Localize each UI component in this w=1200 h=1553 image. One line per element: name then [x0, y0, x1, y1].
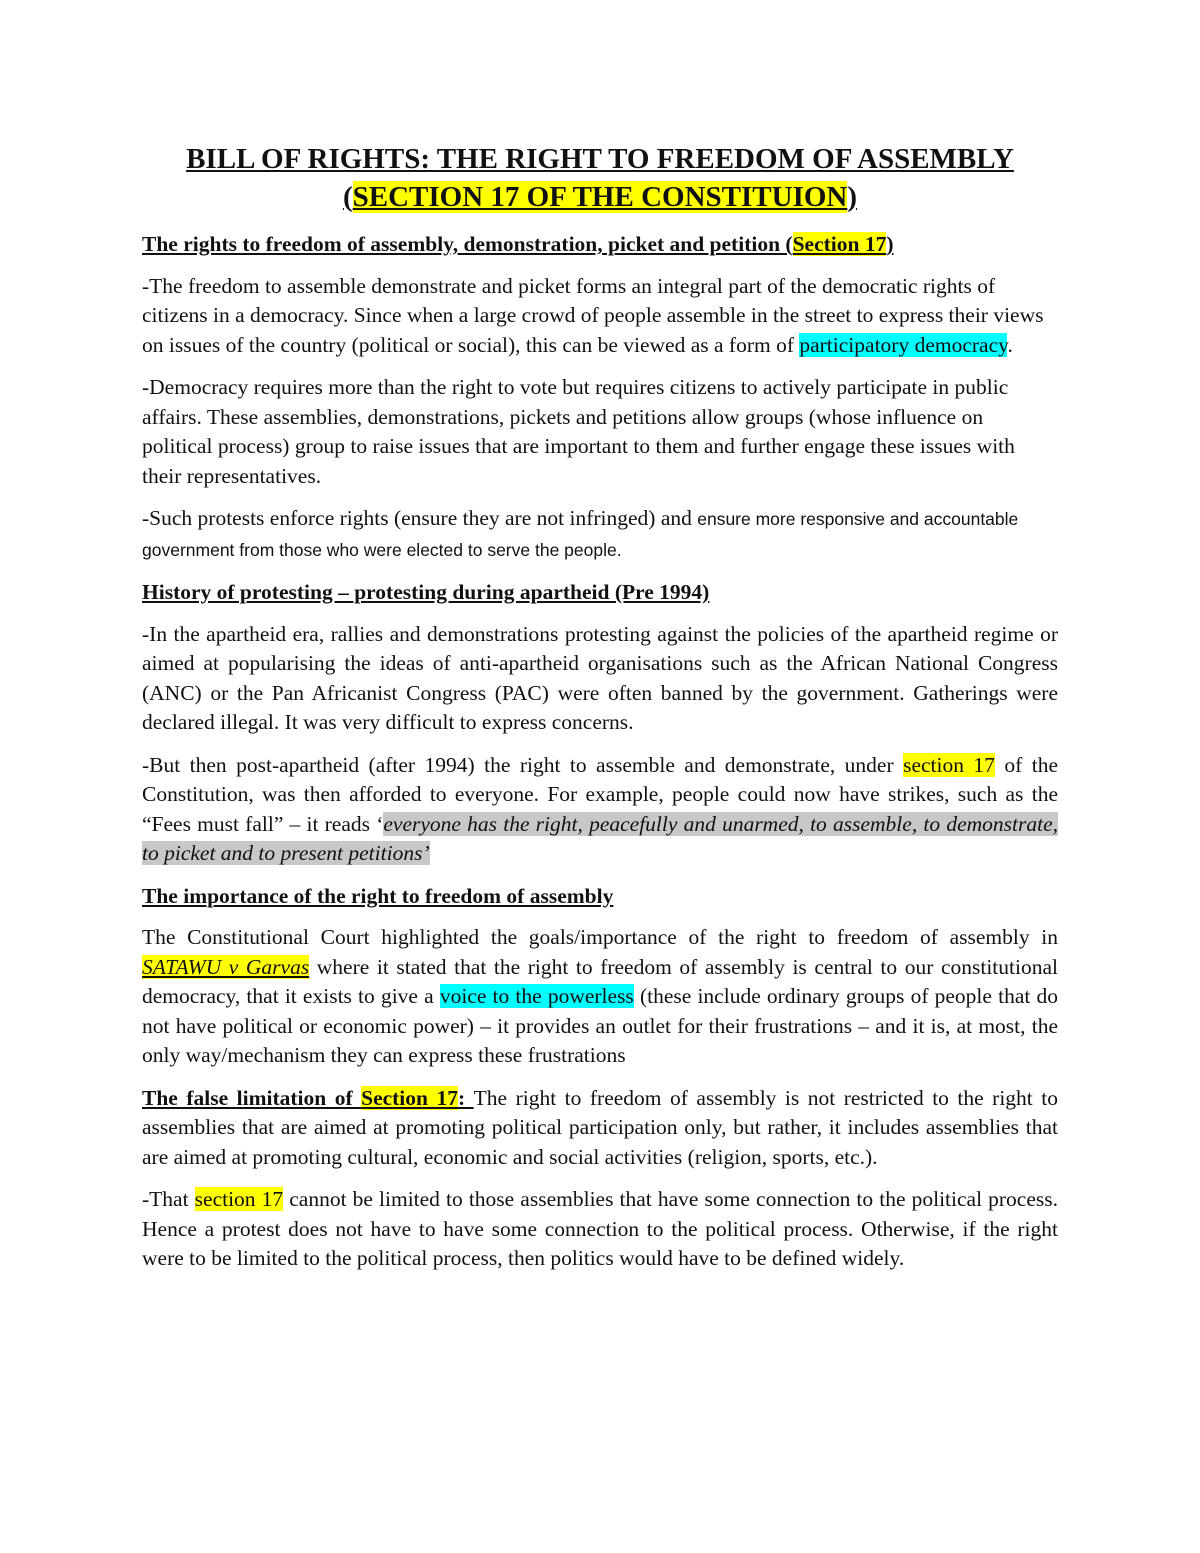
- paragraph-text: -But then post-apartheid (after 1994) the right to assemble and demonstrate, under: [142, 752, 904, 777]
- section-heading-rights: [142, 230, 1058, 260]
- section-heading-history: History of protesting – protesting during apartheid (Pre 1994): [142, 580, 710, 604]
- paragraph-text-2: where it stated that the right to freedom of assembly is central to our constitutional democracy, that it exists to give a: [142, 954, 1058, 1008]
- paragraph-text-2: of the Constitution, was then afforded to everyone. For example, people could now have strikes, such as the “Fees must fall” – it reads ‘: [142, 752, 1058, 836]
- inline-heading-colon: :: [458, 1085, 474, 1110]
- heading-close: ): [886, 232, 894, 256]
- section-heading-importance: The importance of the right to freedom of assembly: [142, 883, 614, 908]
- document-subtitle: [142, 178, 1058, 216]
- paragraph-post-apartheid: [142, 751, 1058, 869]
- subtitle-close-paren: ): [847, 181, 858, 213]
- document-page: [142, 140, 1058, 1287]
- paragraph-limited: [142, 1185, 1058, 1274]
- paragraph-apartheid: -In the apartheid era, rallies and demonstrations protesting against the policies of the apartheid regime or aimed at popularising the ideas of anti-apartheid organisations such as the African National Congress (ANC) or the Pan Africanist Congress (PAC) were often banned by the government. Gatherings were declared illegal. It was very difficult to express concerns.: [142, 621, 1058, 734]
- inline-heading-highlight: Section 17: [361, 1085, 458, 1110]
- paragraph-text-2: cannot be limited to those assemblies that have some connection to the political process. Hence a protest does not have to have some connection to the political process. Otherwise, if the right were to be limited to the political process, then politics would have to be defined widely.: [142, 1187, 1058, 1270]
- paragraph-text: -Such protests enforce rights (ensure they are not infringed) and: [142, 506, 698, 530]
- quote-section-17: everyone has the right, peacefully and unarmed, to assemble, to demonstrate, to picket and to present petitions’: [142, 811, 1058, 865]
- heading-text: The rights to freedom of assembly, demonstration, picket and petition (: [142, 232, 793, 256]
- paragraph-protests: [142, 504, 1058, 565]
- paragraph-text: -The freedom to assemble demonstrate and picket forms an integral part of the democratic rights of citizens in a democracy. Since when a large crowd of people assemble in the street to express their views on issues of the country (political or social), this can be viewed as a form of: [142, 273, 1044, 357]
- paragraph-text: The right to freedom of assembly is not restricted to the right to assemblies that are aimed at promoting political participation only, but rather, it includes assemblies that are aimed at promoting cultural, economic and social activities (religion, sports, etc.).: [142, 1085, 1059, 1169]
- document-title: BILL OF RIGHTS: THE RIGHT TO FREEDOM OF ASSEMBLY: [186, 143, 1014, 175]
- paragraph-freedom: [142, 272, 1058, 361]
- highlight-participatory-democracy: participatory democracy: [799, 332, 1008, 357]
- paragraph-end: .: [1007, 332, 1013, 357]
- paragraph-text-3: (these include ordinary groups of people that do not have political or economic power) – it provides an outlet for their frustrations – and it is, at most, the only way/mechanism they can express these frustrations: [142, 984, 1058, 1067]
- inline-heading-text: The false limitation of: [142, 1085, 362, 1110]
- paragraph-democracy: -Democracy requires more than the right to vote but requires citizens to actively participate in public affairs. These assemblies, demonstrations, pickets and petitions allow groups (whose influence on political process) group to raise issues that are important to them and further engage these issues with their representatives.: [142, 375, 1015, 488]
- inline-heading-false-limitation: [142, 1086, 474, 1110]
- heading-highlight: Section 17: [792, 232, 887, 256]
- paragraph-text: The Constitutional Court highlighted the goals/importance of the right to freedom of assembly in: [142, 925, 1058, 949]
- subtitle-highlight: SECTION 17 OF THE CONSTITUION: [352, 181, 848, 213]
- highlight-voice-powerless: voice to the powerless: [439, 984, 634, 1008]
- paragraph-constitutional-court: [142, 923, 1058, 1071]
- case-name-satawu: SATAWU v Garvas: [142, 954, 310, 979]
- highlight-section-17: section 17: [903, 752, 995, 777]
- paragraph-sans-text: ensure more responsive and accountable government from those who were elected to serve the people.: [142, 509, 1019, 560]
- paragraph-text: -That: [142, 1187, 195, 1211]
- subtitle-open-paren: (: [342, 181, 353, 213]
- highlight-section-17-b: section 17: [194, 1187, 284, 1211]
- paragraph-false-limitation: [142, 1084, 1058, 1173]
